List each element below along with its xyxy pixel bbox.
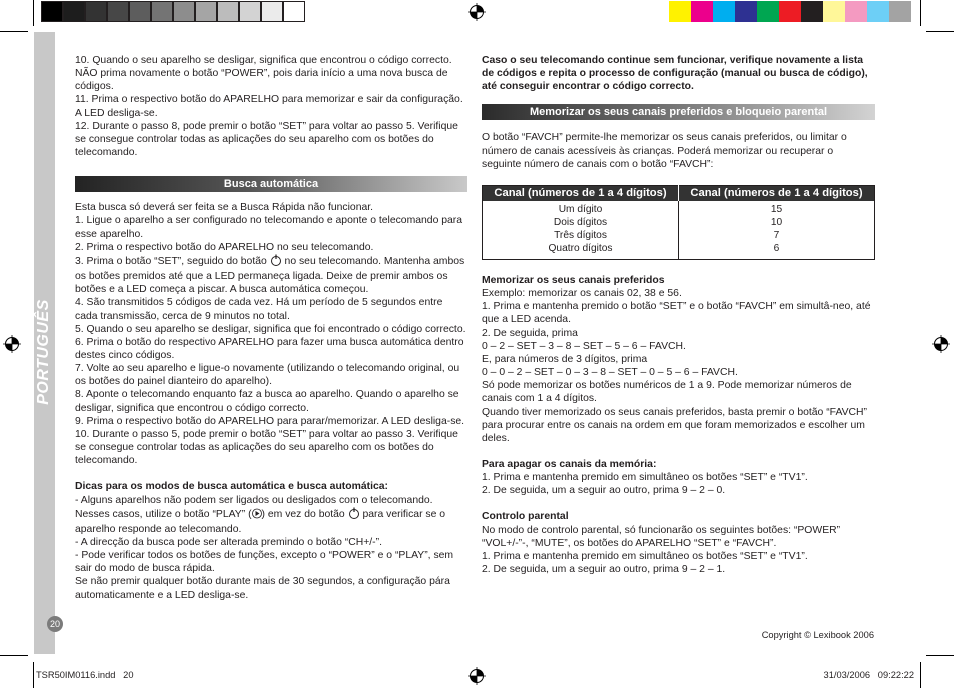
color-swatch (713, 1, 735, 22)
page-number: 20 (47, 616, 63, 632)
crop-mark (0, 655, 28, 656)
color-swatch (691, 1, 713, 22)
text: - Alguns aparelhos não podem ser ligados ou desligados com o telecomando. Nesses casos, utilize o botão “PLAY” ( (75, 494, 433, 520)
cell-value: 7 (773, 229, 780, 241)
color-swatch (107, 1, 129, 22)
section-header-favourites: Memorizar os seus canais preferidos e bloqueio parental (482, 104, 875, 120)
power-icon (348, 507, 360, 523)
text: 3. Prima o botão “SET”, seguido do botão (75, 255, 267, 267)
paragraph: 2. Prima o respectivo botão do APARELHO no seu telecomando. (75, 241, 374, 253)
intro-steps (75, 54, 467, 159)
left-column (75, 54, 467, 602)
paragraph: Quando tiver memorizado os seus canais preferidos, basta premir o botão “FAVCH” para procurar entre os canais na ordem em que foram memorizados e escolher um deles. (482, 406, 868, 444)
color-swatch (63, 1, 85, 22)
registration-mark-icon (468, 3, 486, 21)
paragraph: - A direcção da busca pode ser alterada premindo o botão “CH+/-”. (75, 537, 382, 548)
cell-value: Dois dígitos (553, 216, 608, 228)
language-label: PORTUGUÊS (35, 299, 52, 405)
paragraph: Se não premir qualquer botão durante mais de 30 segundos, a configuração pára automaticamente e a LED desliga-se. (75, 576, 450, 601)
paragraph: 11. Prima o respectivo botão do APARELHO para memorizar e sair da configuração. A LED desliga-se. (75, 94, 463, 119)
table-cell (679, 201, 875, 260)
color-swatch (867, 1, 889, 22)
paragraph: E, para números de 3 dígitos, prima (482, 353, 648, 365)
paragraph: 1. Prima e mantenha premido em simultâneo os botões “SET” e “TV1”. (482, 550, 808, 562)
color-swatch (889, 1, 911, 22)
color-swatch (779, 1, 801, 22)
color-swatch (129, 1, 151, 22)
copyright: Copyright © Lexibook 2006 (761, 630, 874, 640)
tip-1 (75, 494, 467, 536)
crop-mark (926, 31, 954, 32)
paragraph: 1. Prima e mantenha premido em simultâneo os botões “SET” e “TV1”. (482, 472, 808, 484)
paragraph: Só pode memorizar os botões numéricos de 1 a 9. Pode memorizar números de canais com 1 a 4 dígitos. (482, 380, 852, 405)
footer-datetime: 31/03/2006 09:22:22 (823, 670, 914, 680)
color-swatch (735, 1, 757, 22)
registration-mark-icon (3, 335, 21, 353)
paragraph: 1. Ligue o aparelho a ser configurado no telecomando e aponte o telecomando para esse aparelho. (75, 215, 463, 240)
color-swatch (845, 1, 867, 22)
crop-mark (926, 655, 954, 656)
color-swatch (151, 1, 173, 22)
paragraph: - Pode verificar todos os botões de funções, excepto o “POWER” e o “PLAY”, sem sair do modo de busca rápida. (75, 550, 454, 575)
paragraph: 7. Volte ao seu aparelho e ligue-o novamente (utilizando o telecomando original, ou os botões do painel dianteiro do aparelho). (75, 363, 460, 388)
paragraph: 10. Durante o passo 5, pode premir o botão “SET” para voltar ao passo 3. Verifique se consegue controlar todas as aplicações do seu aparelho com os botões do telecomando. (75, 428, 458, 467)
tips-heading: Dicas para os modos de busca automática e busca automática: (75, 481, 388, 493)
warning-paragraph: Caso o seu telecomando continue sem funcionar, verifique novamente a lista de códigos e repita o processo de configuração (manual ou busca de código), até conseguir encontrar o código correcto. (482, 55, 868, 93)
play-icon (252, 508, 262, 523)
paragraph: 8. Aponte o telecomando enquanto faz a busca ao aparelho. Quando o aparelho se desligar, significa que encontrou o código correcto. (75, 389, 459, 414)
color-swatch (173, 1, 195, 22)
crop-mark (920, 662, 921, 688)
crop-mark (33, 0, 34, 26)
crop-mark (0, 31, 28, 32)
channels-table (482, 185, 875, 260)
paragraph: 2. De seguida, um a seguir ao outro, prima 9 – 2 – 1. (482, 564, 726, 576)
text: ) em vez do botão (261, 508, 345, 520)
cell-value: 10 (770, 216, 783, 228)
power-icon (270, 254, 282, 270)
paragraph: 12. Durante o passo 8, pode premir o botão “SET” para voltar ao passo 5. Verifique se consegue controlar todas as aplicações do seu aparelho com os botões do telecomando. (75, 120, 458, 159)
paragraph: No modo de controlo parental, só funcionarão os seguintes botões: “POWER” “VOL+/-”-, “MUTE”, os botões do APARELHO “SET” e “FAVCH”. (482, 524, 841, 549)
footer-file-info: TSR50IM0116.indd 20 (36, 670, 134, 680)
table-header: Canal (números de 1 a 4 dígitos) (483, 185, 679, 201)
color-swatch (195, 1, 217, 22)
paragraph: 2. De seguida, um a seguir ao outro, prima 9 – 2 – 0. (482, 485, 726, 497)
crop-mark (920, 0, 921, 26)
paragraph: O botão “FAVCH” permite-lhe memorizar os seus canais preferidos, ou limitar o número de canais acessíveis às crianças. Poderá memorizar ou recuperar o seguinte número de canais com o botão “FAVCH”: (482, 132, 847, 170)
paragraph: 2. De seguida, prima (482, 327, 578, 339)
color-swatch (41, 1, 63, 22)
paragraph: 4. São transmitidos 5 códigos de cada vez. Há um período de 5 segundos entre cada transmissão, cerca de 9 minutos no total. (75, 297, 443, 322)
section-header-auto-search: Busca automática (75, 176, 467, 192)
color-swatch (823, 1, 845, 22)
paragraph: 1. Prima e mantenha premido o botão “SET” e o botão “FAVCH” em simultâ-neo, até que a LED acenda. (482, 301, 871, 326)
paragraph: Exemplo: memorizar os canais 02, 38 e 56. (482, 288, 682, 300)
color-swatch (85, 1, 107, 22)
paragraph: 10. Quando o seu aparelho se desligar, significa que encontrou o código correcto. NÃO prima novamente o botão “POWER”, pois daria início a uma nova busca de códigos. (75, 55, 452, 93)
paragraph: 6. Prima o botão do respectivo APARELHO para fazer uma busca automática dentro destes cinco códigos. (75, 336, 464, 361)
color-swatch (239, 1, 261, 22)
cell-value: 15 (770, 203, 783, 215)
table-cell (483, 201, 679, 260)
cell-value: Quatro dígitos (548, 242, 613, 254)
crop-mark (33, 662, 34, 688)
paragraph: Esta busca só deverá ser feita se a Busca Rápida não funcionar. (75, 202, 374, 214)
step-3 (75, 254, 467, 296)
right-column (482, 54, 875, 576)
parental-heading: Controlo parental (482, 511, 569, 523)
color-swatch (217, 1, 239, 22)
memorize-heading: Memorizar os seus canais preferidos (482, 274, 665, 286)
registration-mark-icon (468, 667, 486, 685)
text: no seu telecomando. Mantenha ambos os botões premidos até que a LED permaneça ligada. Deixe de premir ambos os botões e a LED começa a piscar. A busca automática começou. (75, 255, 465, 296)
color-swatch (801, 1, 823, 22)
color-swatch (261, 1, 283, 22)
text: para verificar se o aparelho responde ao telecomando. (75, 508, 446, 535)
paragraph: 0 – 2 – SET – 3 – 8 – SET – 5 – 6 – FAVCH. (482, 340, 686, 352)
color-swatch (283, 1, 305, 22)
paragraph: 0 – 0 – 2 – SET – 0 – 3 – 8 – SET – 0 – 5 – 6 – FAVCH. (482, 367, 738, 379)
registration-mark-icon (932, 335, 950, 353)
cell-value: Três dígitos (554, 229, 607, 241)
cell-value: Um dígito (558, 203, 603, 215)
color-swatch (669, 1, 691, 22)
cell-value: 6 (773, 242, 780, 254)
erase-heading: Para apagar os canais da memória: (482, 458, 657, 470)
color-swatch (757, 1, 779, 22)
paragraph: 9. Prima o respectivo botão do APARELHO para parar/memorizar. A LED desliga-se. (75, 415, 465, 427)
paragraph: 5. Quando o seu aparelho se desligar, significa que foi encontrado o código correcto. (75, 323, 466, 335)
table-header: Canal (números de 1 a 4 dígitos) (679, 185, 875, 201)
